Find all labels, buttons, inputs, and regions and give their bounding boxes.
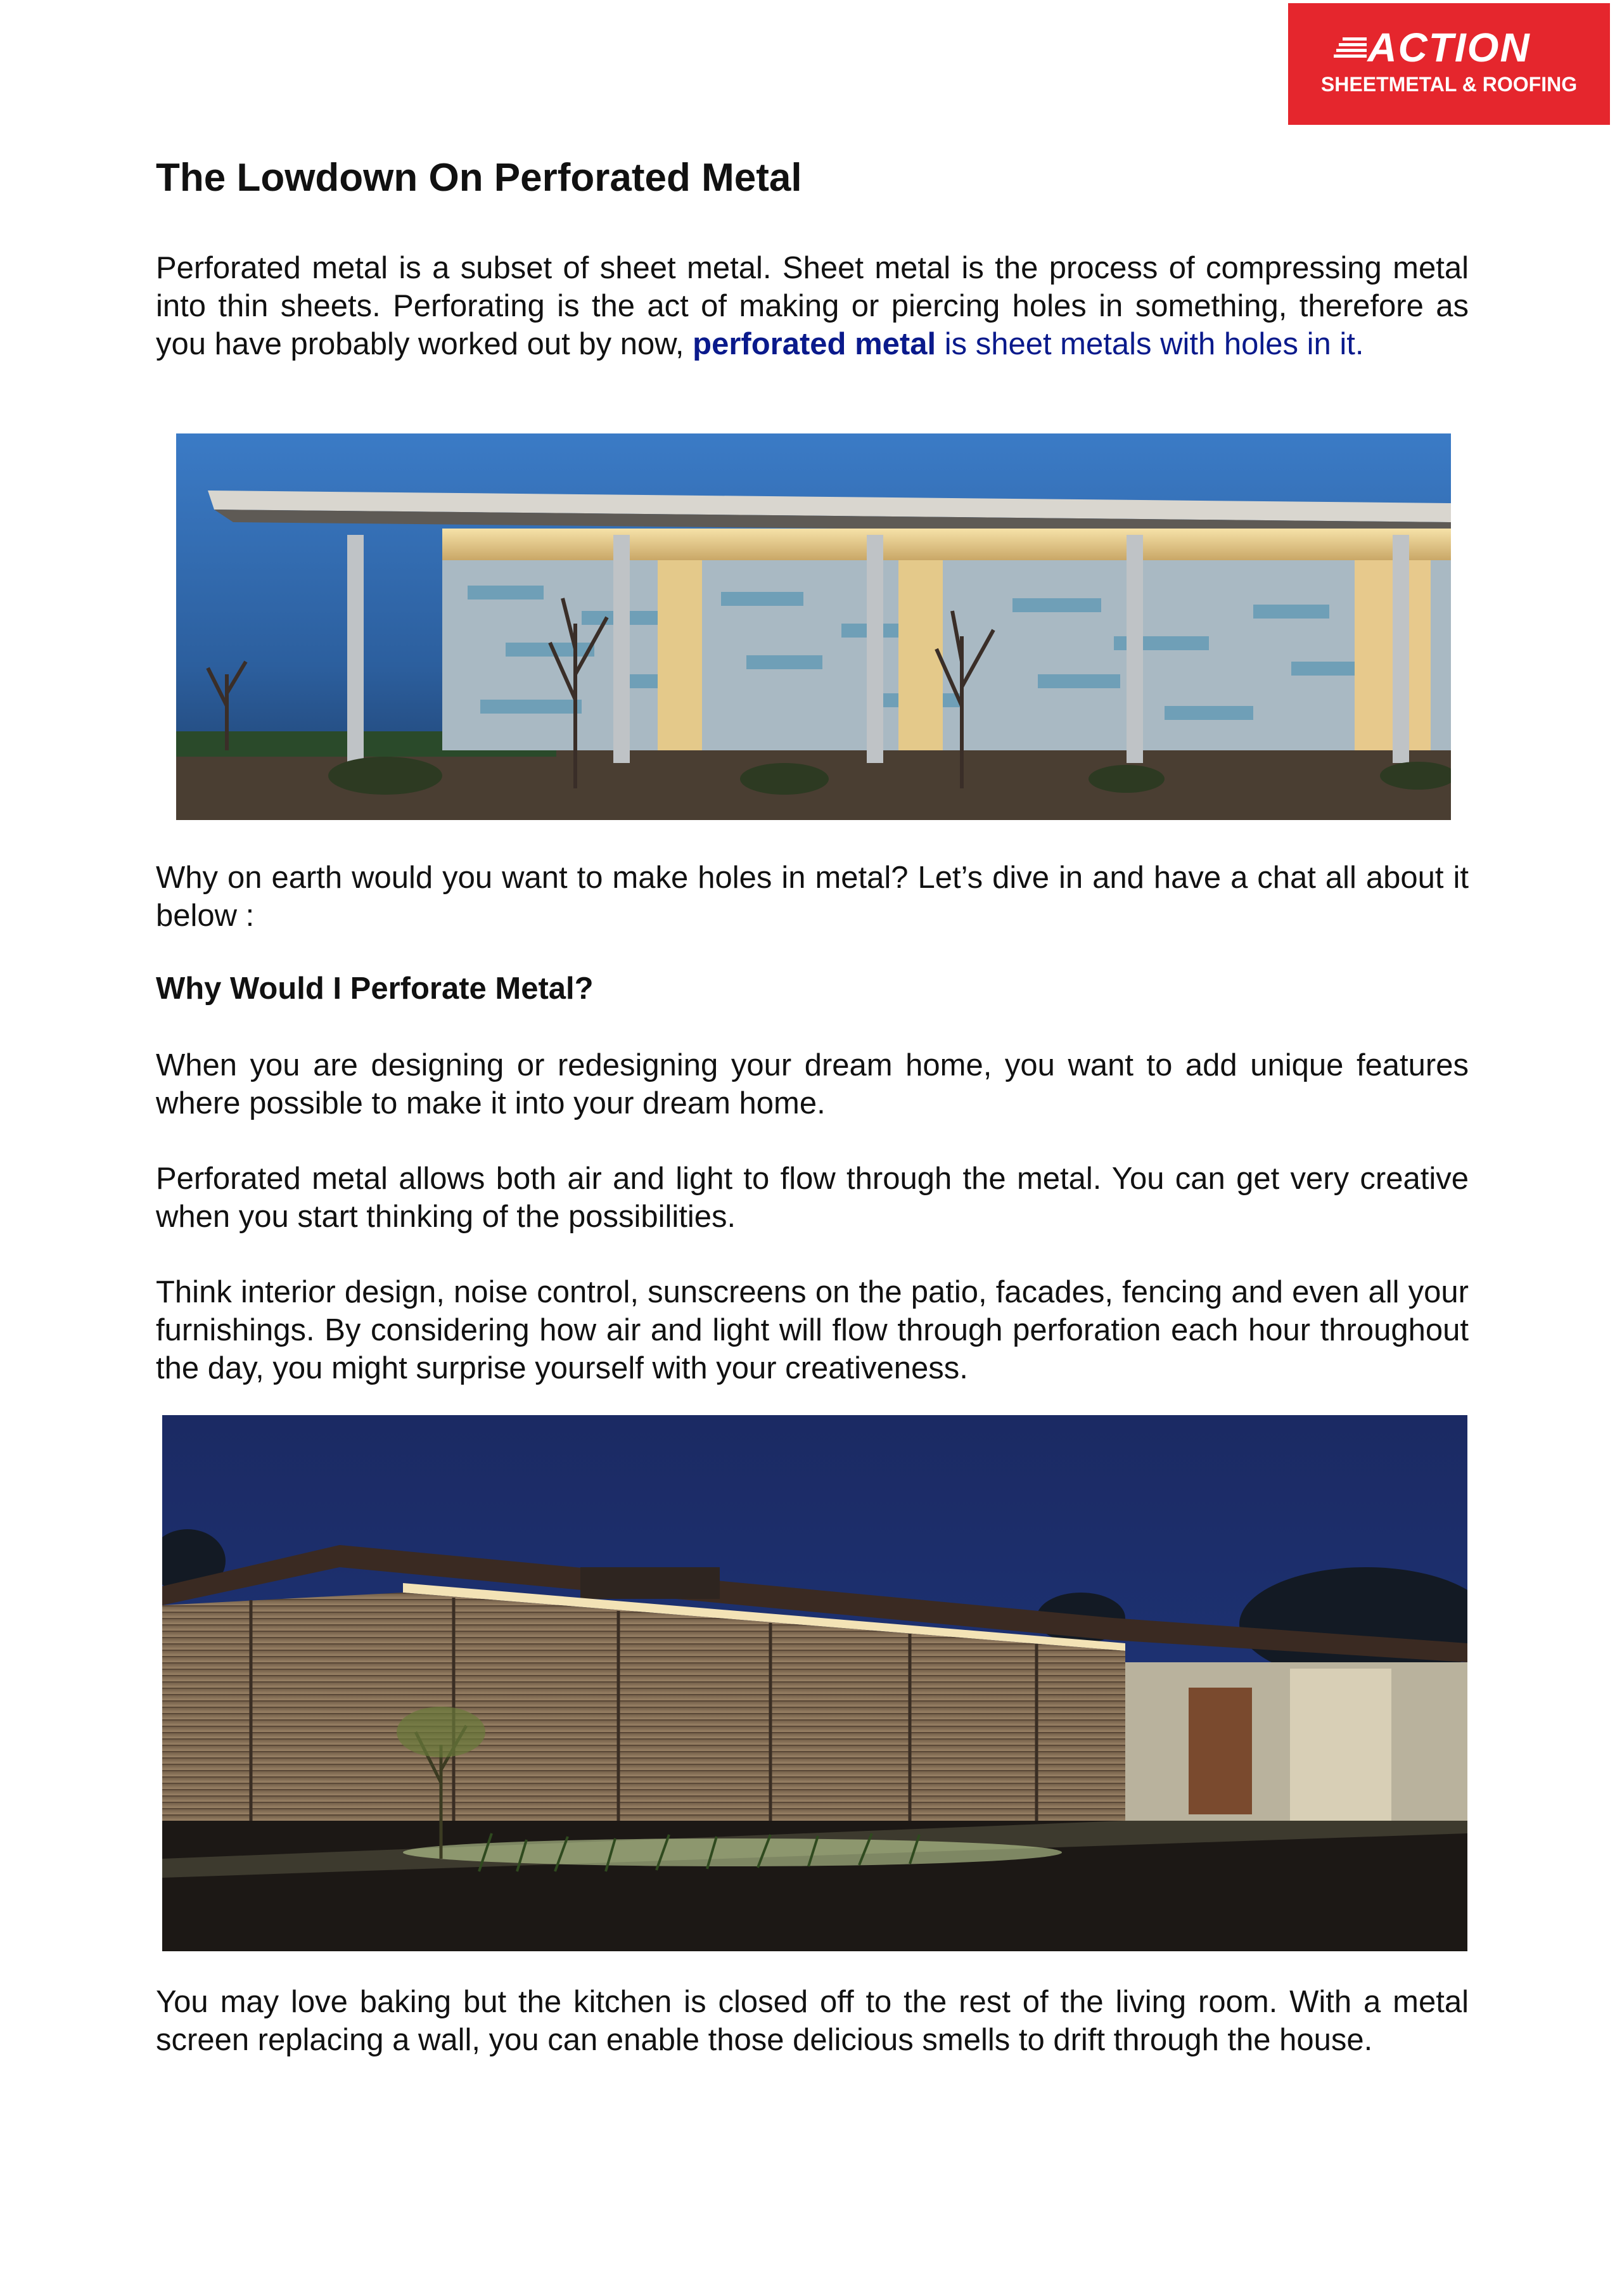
night-house-screen-photo xyxy=(162,1415,1467,1951)
section-heading: Why Would I Perforate Metal? xyxy=(156,972,594,1006)
logo-tagline: SHEETMETAL & ROOFING xyxy=(1320,73,1578,96)
logo-brand-text: ACTION xyxy=(1367,25,1531,70)
intro-paragraph xyxy=(156,249,1469,363)
building-facade-photo xyxy=(176,433,1451,820)
interior-design-paragraph: Think interior design, noise control, sunscreens on the patio, facades, fencing and even all your furnishings. By considering how air and light will flow through perforation each hour throughout the day, you might surprise yourself with your creativeness. xyxy=(156,1275,1469,1385)
why-paragraph: Why on earth would you want to make holes in metal? Let’s dive in and have a chat all about it below : xyxy=(156,861,1469,933)
page-title: The Lowdown On Perforated Metal xyxy=(156,156,802,200)
perforated-metal-link[interactable]: perforated metal xyxy=(693,327,936,361)
action-sheetmetal-logo xyxy=(1288,3,1610,125)
air-light-paragraph: Perforated metal allows both air and light to flow through the metal. You can get very creative when you start thinking of the possibilities. xyxy=(156,1162,1469,1234)
kitchen-paragraph: You may love baking but the kitchen is closed off to the rest of the living room. With a metal screen replacing a wall, you can enable those delicious smells to drift through the house. xyxy=(156,1985,1469,2057)
perforated-metal-link-rest[interactable]: is sheet metals with holes in it. xyxy=(936,327,1364,361)
intro-text: Perforated metal is a subset of sheet metal. Sheet metal is the process of compressing metal into thin sheets. Perforating is the act of making or piercing holes in something, therefore as you have probably worked out by now, xyxy=(156,251,1469,361)
dream-home-paragraph: When you are designing or redesigning your dream home, you want to add unique features where possible to make it into your dream home. xyxy=(156,1048,1469,1120)
